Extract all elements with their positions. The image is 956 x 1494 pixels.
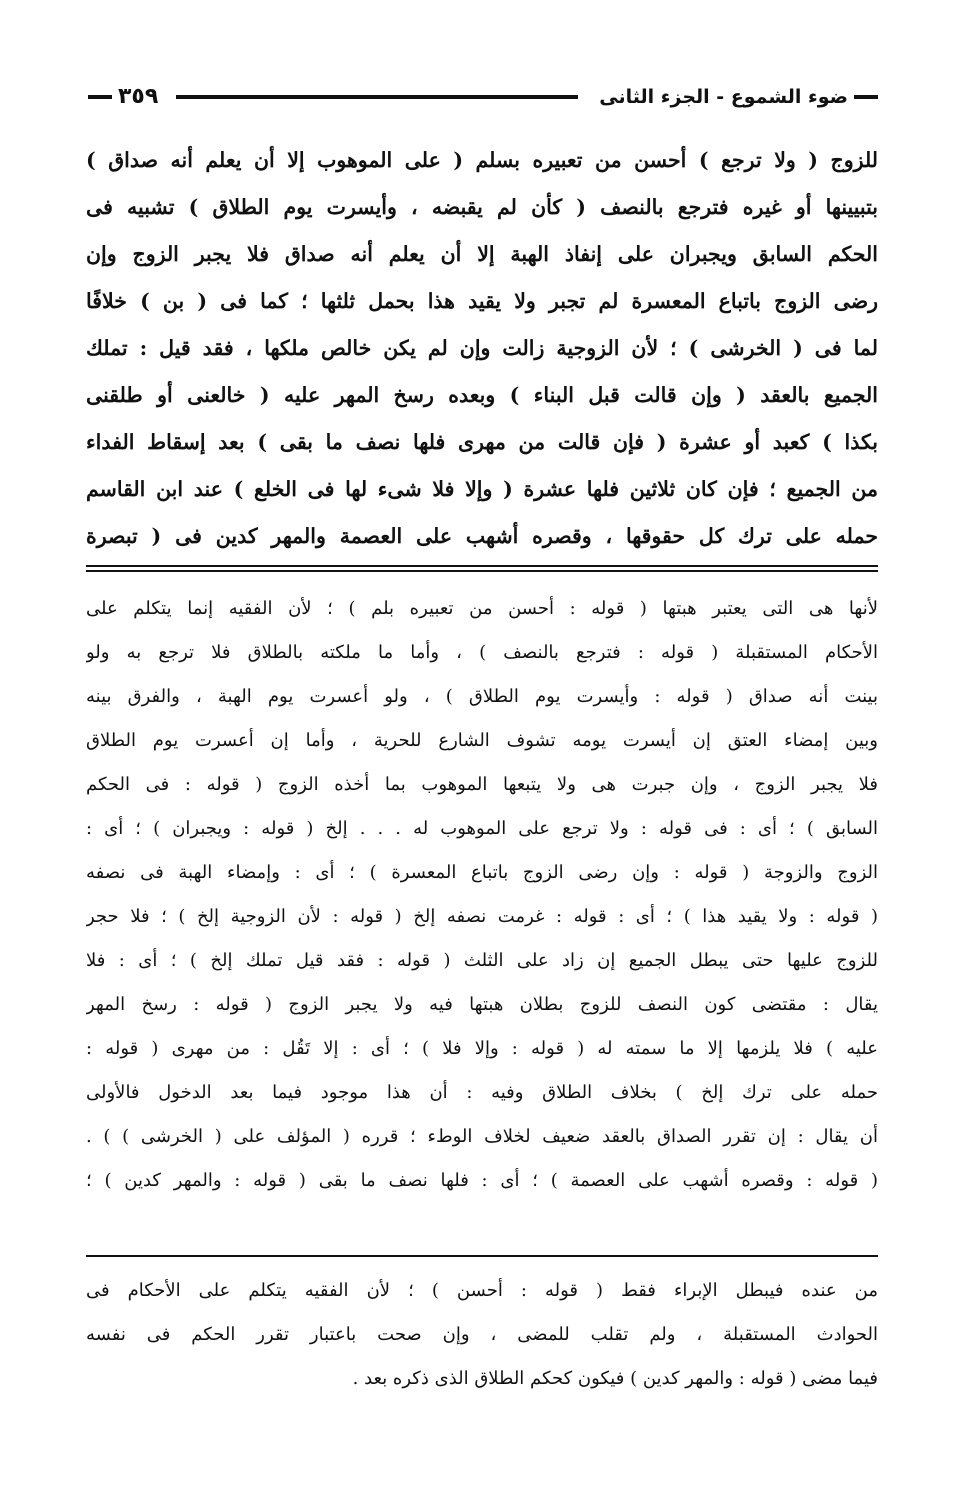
sub-note-line: الحوادث المستقبلة ، ولم تقلب للمضى ، وإن صحت باعتبار تقرر الحكم فى نفسه [86, 1324, 878, 1345]
book-title: ضوء الشموع - الجزء الثانى [599, 86, 848, 108]
main-text-line: رضى الزوج باتباع المعسرة لم تجبر ولا يقيد هذا بحمل ثلثها ؛ كما فى ( بن ) خلافًا [86, 289, 878, 313]
note-line: أن يقال : إن تقرر الصداق بالعقد ضعيف لخلاف الوطء ؛ قرره ( المؤلف على ( الخرشى ) ) . [86, 1126, 878, 1147]
sub-note-line: فيما مضى ( قوله : والمهر كدين ) فيكون كحكم الطلاق الذى ذكره بعد . [352, 1368, 878, 1389]
main-text-line: بكذا ) كعبد أو عشرة ( فإن قالت من مهرى فلها نصف ما بقى ) بعد إسقاط الفداء [86, 430, 878, 454]
note-line: الزوج والزوجة ( قوله : وإن رضى الزوج باتباع المعسرة ) ؛ أى : وإمضاء الهبة فى نصفه [86, 862, 878, 883]
note-line: للزوج عليها حتى يبطل الجميع إن زاد على الثلث ( قوله : فقد قيل تملك إلخ ) ؛ أى : فلا [86, 950, 878, 971]
single-separator [86, 1255, 878, 1257]
header-rule [176, 95, 578, 99]
header-dash-left [88, 95, 112, 99]
note-line: بينت أنه صداق ( قوله : وأيسرت يوم الطلاق ) ، ولو أعسرت يوم الهبة ، والفرق بينه [86, 686, 878, 707]
page-number: ٣٥٩ [118, 84, 159, 109]
main-text-line: الحكم السابق ويجبران على إنفاذ الهبة إلا أن يعلم أنه صداق فلا يجبر الزوج وإن [86, 242, 878, 266]
main-text-line: الجميع بالعقد ( وإن قالت قبل البناء ) وبعده رسخ المهر عليه ( خالعنى أو طلقنى [86, 383, 878, 407]
note-line: ( قوله : وقصره أشهب على العصمة ) ؛ أى : فلها نصف ما بقى ( قوله : والمهر كدين ) ؛ [86, 1170, 878, 1191]
note-line: فلا يجبر الزوج ، وإن جبرت هى ولا يتبعها الموهوب بما أخذه الزوج ( قوله : فى الحكم [86, 774, 878, 795]
main-text-line: بتبيينها أو غيره فترجع بالنصف ( كأن لم يقبضه ، وأيسرت يوم الطلاق ) تشبيه فى [86, 195, 878, 219]
note-line: يقال : مقتضى كون النصف للزوج بطلان هبتها فيه ولا يجبر الزوج ( قوله : رسخ المهر [86, 994, 878, 1015]
note-line: عليه ) فلا يلزمها إلا ما سمته له ( قوله : وإلا فلا ) ؛ أى : إلا تَقُل : من مهرى ( قوله : [86, 1038, 878, 1059]
header-dash-right [854, 95, 878, 99]
double-separator [86, 565, 878, 572]
main-text-line: لما فى ( الخرشى ) ؛ لأن الزوجية زالت وإن لم يكن خالص ملكها ، فقد قيل : تملك [86, 336, 878, 360]
note-line: السابق ) ؛ أى : فى قوله : ولا ترجع على الموهوب له . . . إلخ ( قوله : ويجبران ) ؛ أى : [86, 818, 878, 839]
main-text-line: للزوج ( ولا ترجع ) أحسن من تعبيره بسلم ( على الموهوب إلا أن يعلم أنه صداق ) [86, 148, 878, 172]
running-header [88, 82, 878, 112]
note-line: وبين إمضاء العتق إن أيسرت يومه تشوف الشارع للحرية ، وأما إن أعسرت يوم الطلاق [86, 730, 878, 751]
sub-note-line: من عنده فيبطل الإبراء فقط ( قوله : أحسن ) ؛ لأن الفقيه يتكلم على الأحكام فى [86, 1280, 878, 1301]
main-text-line: من الجميع ؛ فإن كان ثلاثين فلها عشرة ( وإلا فلا شىء لها فى الخلع ) عند ابن القاسم [86, 477, 878, 501]
note-line: الأحكام المستقبلة ( قوله : فترجع بالنصف ) ، وأما ما ملكته بالطلاق فلا ترجع به ولو [86, 642, 878, 663]
note-line: حمله على ترك إلخ ) بخلاف الطلاق وفيه : أن هذا موجود فيما بعد الدخول فالأولى [86, 1082, 878, 1103]
main-text-line: حمله على ترك كل حقوقها ، وقصره أشهب على العصمة والمهر كدين فى ( تبصرة [86, 524, 878, 548]
note-line: ( قوله : ولا يقيد هذا ) ؛ أى : قوله : غرمت نصفه إلخ ( قوله : لأن الزوجية إلخ ) ؛ فلا حجر [86, 906, 878, 927]
note-line: لأنها هى التى يعتبر هبتها ( قوله : أحسن من تعبيره بلم ) ؛ لأن الفقيه إنما يتكلم على [86, 598, 878, 619]
